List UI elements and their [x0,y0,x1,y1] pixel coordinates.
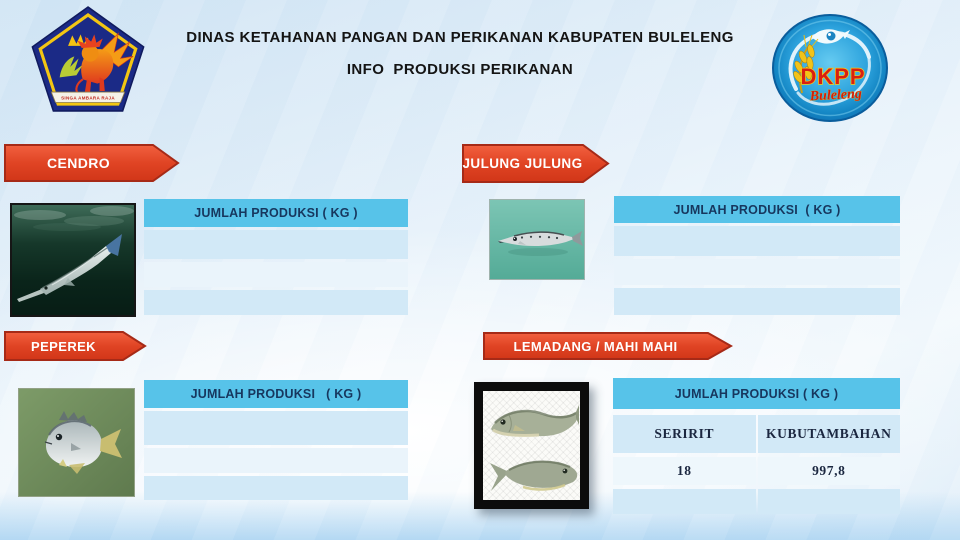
peperek-production-table [144,380,408,500]
cendro-production-table [144,199,408,315]
emblem-ribbon-text: SINGA AMBARA RAJA [61,95,115,101]
cendro-fish-illustration [12,205,134,315]
table-row [144,290,408,315]
table-header-label: JUMLAH PRODUKSI ( KG ) [194,206,358,220]
table-row [614,288,900,315]
table-header-row [613,378,900,409]
julung-fish-illustration [490,200,584,279]
peperek-fish-illustration [19,389,134,496]
table-row [144,262,408,287]
cendro-fish-photo [10,203,136,317]
table-header-row [614,196,900,223]
empty-cell [758,489,901,514]
julung-julung-production-table [614,196,900,315]
table-header-row [144,199,408,227]
table-header-label: JUMLAH PRODUKSI ( KG ) [190,387,362,401]
table-values-row [613,457,900,485]
peperek-fish-photo [18,388,135,497]
table-row [144,476,408,500]
page-title: DINAS KETAHANAN PANGAN DAN PERIKANAN KABUPATEN BULELENG [186,29,734,46]
value-kubutambahan: 997,8 [758,457,901,485]
mahi-fish-lower-icon [490,461,577,491]
buleleng-regency-emblem [30,6,146,113]
table-row [144,411,408,445]
page-subtitle: INFO PRODUKSI PERIKANAN [346,61,574,78]
value-seririt: 18 [613,457,756,485]
table-row [613,489,900,514]
table-row [614,259,900,285]
table-header-label: JUMLAH PRODUKSI ( KG ) [674,386,839,401]
table-row [144,448,408,473]
banner-cendro [4,144,180,182]
mahi-mahi-illustration [483,391,580,500]
banner-lemadang-label: LEMADANG / MAHI MAHI [513,338,678,354]
dkpp-word: Buleleng [809,86,863,105]
lemadang-mahi-mahi-fish-photo [474,382,589,509]
dkpp-acronym: DKPP [800,64,866,89]
table-row [614,226,900,256]
banner-lemadang-mahi-mahi [483,332,733,360]
banner-cendro-label: CENDRO [46,155,111,171]
table-header-row [144,380,408,408]
julung-julung-fish-photo [489,199,585,280]
empty-cell [613,489,756,514]
table-row [144,230,408,259]
column-header-seririt: SERIRIT [613,415,756,453]
table-column-header-row [613,415,900,453]
banner-peperek [4,331,147,361]
lemadang-production-table [613,378,900,514]
banner-peperek-label: PEPEREK [31,338,96,354]
dkpp-logo-icon [770,13,890,123]
emblem-pentagon-icon [30,6,146,113]
banner-julung-julung [462,144,610,183]
mahi-fish-upper-icon [491,405,579,436]
banner-julung-julung-label: JULUNG JULUNG [462,156,583,171]
column-header-kubutambahan: KUBUTAMBAHAN [758,415,901,453]
table-header-label: JUMLAH PRODUKSI ( KG ) [673,202,841,217]
dkpp-buleleng-logo [770,13,890,123]
